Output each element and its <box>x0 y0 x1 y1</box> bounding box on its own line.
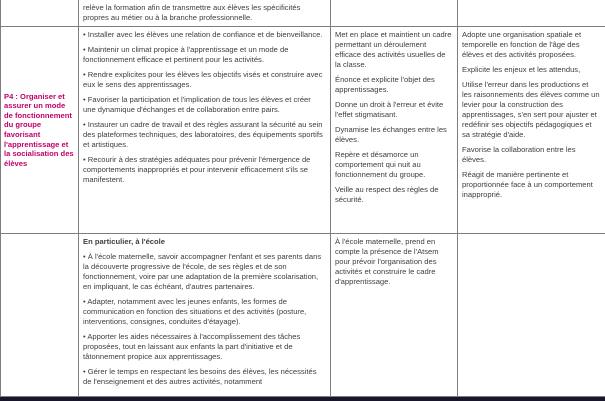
ecole-skill-item: • Apporter les aides nécessaires à l'accomplissement des tâches proposées, tout en laissant aux enfants la part d'initiative et de tâtonnement propice aux apprentissages. <box>83 332 301 361</box>
empty-cell-r3c4 <box>458 234 605 397</box>
empty-cell-r1c4 <box>458 0 605 27</box>
skill-item: • Installer avec les élèves une relation de confiance et de bienveillance. <box>83 30 323 39</box>
level2-item: Utilise l'erreur dans les productions et les raisonnements des élèves comme un levier pour la construction des apprentissages, s'en sert pour ajuster et redéfinir ses objectifs pédagogiques et sa stratégie d'aide. <box>462 80 600 139</box>
level1-item: Énonce et explicite l'objet des apprentissages. <box>335 75 435 94</box>
bottom-dark-bar <box>0 397 605 401</box>
level1-item: Met en place et maintient un cadre permettant un déroulement efficace des activités usuelles de la classe. <box>335 30 452 69</box>
ecole-skill-item: • À l'école maternelle, savoir accompagner l'enfant et ses parents dans la découverte progressive de l'école, de ses règles et de son fonctionnement, voire par une adaptation de la première scolarisation, en impliquant, le cas échéant, d'autres partenaires. <box>83 252 322 291</box>
skill-item: • Maintenir un climat propice à l'apprentissage et un mode de fonctionnement efficace et pertinent pour les activités. <box>83 45 289 64</box>
ecole-skill-item: • Adapter, notamment avec les jeunes enfants, les formes de communication en fonction des situations et des activités (posture, interventions, consignes, conduites d'étayage). <box>83 297 307 326</box>
empty-cell-r1c3 <box>331 0 458 27</box>
p4-level2-cell <box>458 27 605 234</box>
competency-label-cell <box>1 27 79 234</box>
level1-item: Dynamise les échanges entre les élèves. <box>335 125 447 144</box>
ecole-skill-item: • Gérer le temps en respectant les besoins des élèves, les nécessités de l'enseignement et des autres activités, notamment <box>83 367 317 386</box>
skill-item: • Rendre explicites pour les élèves les objectifs visés et construire avec eux le sens des apprentissages. <box>83 70 323 89</box>
level1-item: Veille au respect des règles de sécurité. <box>335 185 439 204</box>
ecole-section-header: En particulier, à l'école <box>83 237 165 246</box>
level2-item: Favorise la collaboration entre les élèves. <box>462 145 576 164</box>
skill-item: • Recourir à des stratégies adéquates pour prévenir l'émergence de comportements inappropriés et pour intervenir efficacement s'ils se manifestent. <box>83 155 311 184</box>
level2-item: Explicite les enjeux et les attendus, <box>462 65 581 74</box>
empty-cell-r1c1 <box>1 0 79 27</box>
level2-item: Adopte une organisation spatiale et temporelle en fonction de l'âge des élèves et des activités proposées. <box>462 30 582 59</box>
level1-item: Donne un droit à l'erreur et évite l'effet stigmatisant. <box>335 100 444 119</box>
skill-item: • Favoriser la participation et l'implication de tous les élèves et créer une dynamique d'échanges et de collaboration entre pairs. <box>83 95 311 114</box>
continuation-cell <box>79 0 331 27</box>
continuation-text: relève la formation afin de transmettre aux élèves les spécificités propres au métier ou à la branche professionnelle. <box>83 3 301 22</box>
p4-level1-cell <box>331 27 458 234</box>
empty-cell-r3c1 <box>1 234 79 397</box>
p4-skills-cell <box>79 27 331 234</box>
competency-p4-label: P4 : Organiser et assurer un mode de fonctionnement du groupe favorisant l'apprentissage et la socialisation des élèves <box>4 91 74 168</box>
level1-item: Repère et désamorce un comportement qui nuit au fonctionnement du groupe. <box>335 150 426 179</box>
ecole-skills-cell <box>79 234 331 397</box>
ecole-level1-item: À l'école maternelle, prend en compte la présence de l'Atsem pour prévoir l'organisation des activités et construire le cadre d'apprentissage. <box>335 237 439 286</box>
level2-item: Réagit de manière pertinente et proportionnée face à un comportement inapproprié. <box>462 170 593 199</box>
ecole-level1-cell <box>331 234 458 397</box>
skill-item: • Instaurer un cadre de travail et des règles assurant la sécurité au sein des plateformes techniques, des laboratoires, des équipements sportifs et artistiques. <box>83 120 323 149</box>
